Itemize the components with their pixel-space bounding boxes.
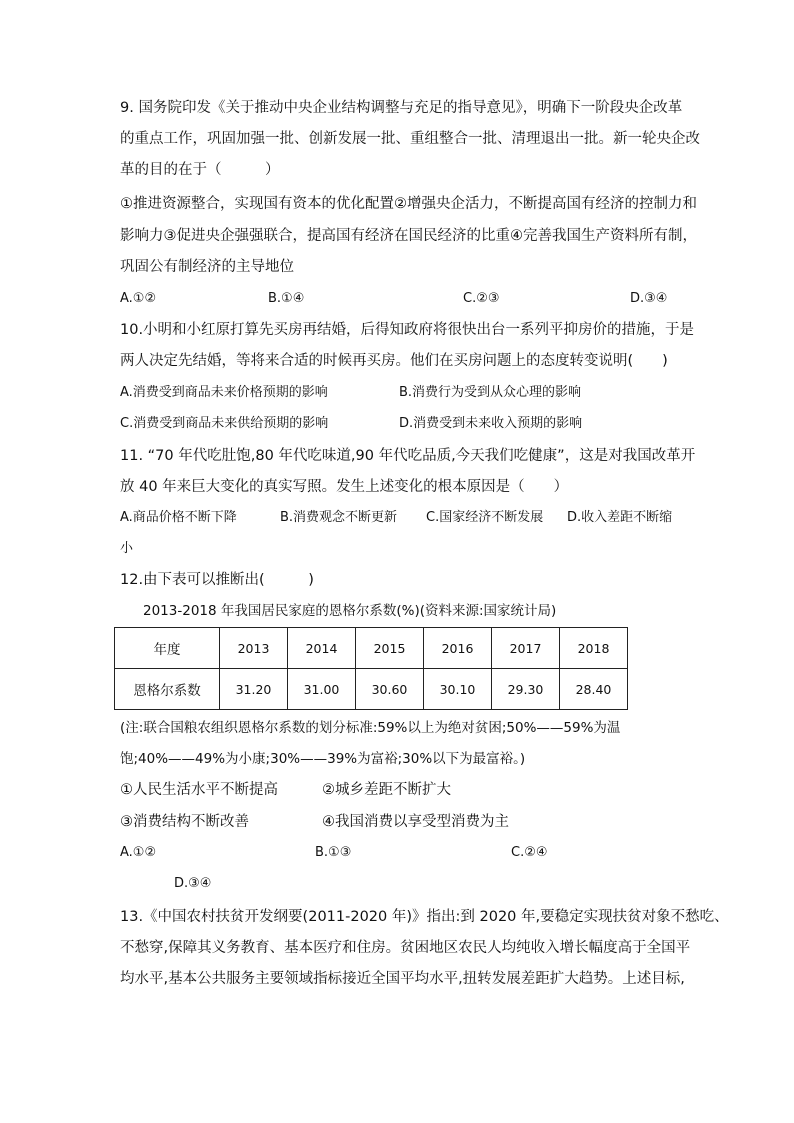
q9-option-d: D.③④	[630, 291, 668, 306]
q12-option-b: B.①③	[315, 845, 352, 860]
table-value-cell: 29.30	[492, 669, 560, 710]
q10-option-b: B.消费行为受到从众心理的影响	[399, 385, 582, 400]
table-value-cell: 31.20	[220, 669, 288, 710]
q11-option-c: C.国家经济不断发展	[426, 510, 544, 525]
table-value-cell: 28.40	[560, 669, 628, 710]
table-year-cell: 2017	[492, 628, 560, 669]
q11-stem-line-1: 11. “70 年代吃肚饱,80 年代吃味道,90 年代吃品质,今天我们吃健康”，这是对我国改革开	[120, 448, 696, 464]
q11-option-a: A.商品价格不断下降	[120, 510, 237, 525]
table-value-cell: 31.00	[288, 669, 356, 710]
table-year-cell: 2013	[220, 628, 288, 669]
table-value-cell: 30.60	[356, 669, 424, 710]
q9-statement-line-1: ①推进资源整合，实现国有资本的优化配置②增强央企活力，不断提高国有经济的控制力和	[120, 196, 697, 212]
q12-table-title: 2013-2018 年我国居民家庭的恩格尔系数(%)(资料来源:国家统计局)	[143, 603, 557, 619]
table-year-cell: 2018	[560, 628, 628, 669]
q11-option-b: B.消费观念不断更新	[280, 510, 398, 525]
table-row-label: 恩格尔系数	[115, 669, 220, 710]
q10-option-a: A.消费受到商品未来价格预期的影响	[120, 385, 328, 400]
q10-stem-line-1: 10.小明和小红原打算先买房再结婚，后得知政府将很快出台一系列平抑房价的措施，于是	[120, 322, 695, 338]
q9-option-a: A.①②	[120, 291, 157, 306]
q12-statement-2: ②城乡差距不断扩大	[322, 782, 451, 798]
q13-stem-line-2: 不愁穿,保障其义务教育、基本医疗和住房。贫困地区农民人均纯收入增长幅度高于全国平	[120, 940, 691, 956]
q11-option-d-wrap: 小	[120, 541, 134, 556]
table-year-cell: 2014	[288, 628, 356, 669]
table-header-label: 年度	[115, 628, 220, 669]
engel-coefficient-table	[114, 627, 628, 710]
q12-note-line-2: 饱;40%——49%为小康;30%——39%为富裕;30%以下为最富裕。)	[120, 751, 526, 767]
q11-option-d: D.收入差距不断缩	[567, 510, 673, 525]
q12-option-a: A.①②	[120, 845, 157, 860]
q9-option-b: B.①④	[268, 291, 305, 306]
q10-option-d: D.消费受到未来收入预期的影响	[399, 416, 583, 431]
q9-option-c: C.②③	[463, 291, 500, 306]
q12-stem: 12.由下表可以推断出( )	[120, 572, 314, 588]
q12-statement-1: ①人民生活水平不断提高	[120, 782, 278, 798]
table-year-cell: 2016	[424, 628, 492, 669]
q13-stem-line-3: 均水平,基本公共服务主要领域指标接近全国平均水平,扭转发展差距扩大趋势。上述目标,	[120, 971, 685, 987]
q12-option-d: D.③④	[174, 876, 212, 891]
q9-stem-line-1: 9. 国务院印发《关于推动中央企业结构调整与充足的指导意见》，明确下一阶段央企改革	[120, 100, 683, 116]
q9-stem-line-3: 革的目的在于（ ）	[120, 162, 280, 178]
q13-stem-line-1: 13.《中国农村扶贫开发纲要(2011-2020 年)》指出:到 2020 年,要稳定实现扶贫对象不愁吃、	[120, 909, 729, 925]
q12-statement-4: ④我国消费以享受型消费为主	[322, 814, 509, 830]
q12-note-line-1: (注:联合国粮农组织恩格尔系数的划分标准:59%以上为绝对贫困;50%——59%为温	[120, 720, 621, 736]
table-year-cell: 2015	[356, 628, 424, 669]
q9-statement-line-2: 影响力③促进央企强强联合，提高国有经济在国民经济的比重④完善我国生产资料所有制，	[120, 228, 697, 244]
table-header-row	[115, 628, 628, 669]
q12-option-c: C.②④	[511, 845, 548, 860]
q10-option-c: C.消费受到商品未来供给预期的影响	[120, 416, 329, 431]
q12-statement-3: ③消费结构不断改善	[120, 814, 249, 830]
q9-statement-line-3: 巩固公有制经济的主导地位	[120, 259, 294, 275]
q10-stem-line-2: 两人决定先结婚，等将来合适的时候再买房。他们在买房问题上的态度转变说明( )	[120, 353, 668, 369]
table-value-cell: 30.10	[424, 669, 492, 710]
q11-stem-line-2: 放 40 年来巨大变化的真实写照。发生上述变化的根本原因是（ ）	[120, 479, 569, 495]
table-row	[115, 669, 628, 710]
q9-stem-line-2: 的重点工作，巩固加强一批、创新发展一批、重组整合一批、清理退出一批。新一轮央企改	[120, 131, 700, 147]
